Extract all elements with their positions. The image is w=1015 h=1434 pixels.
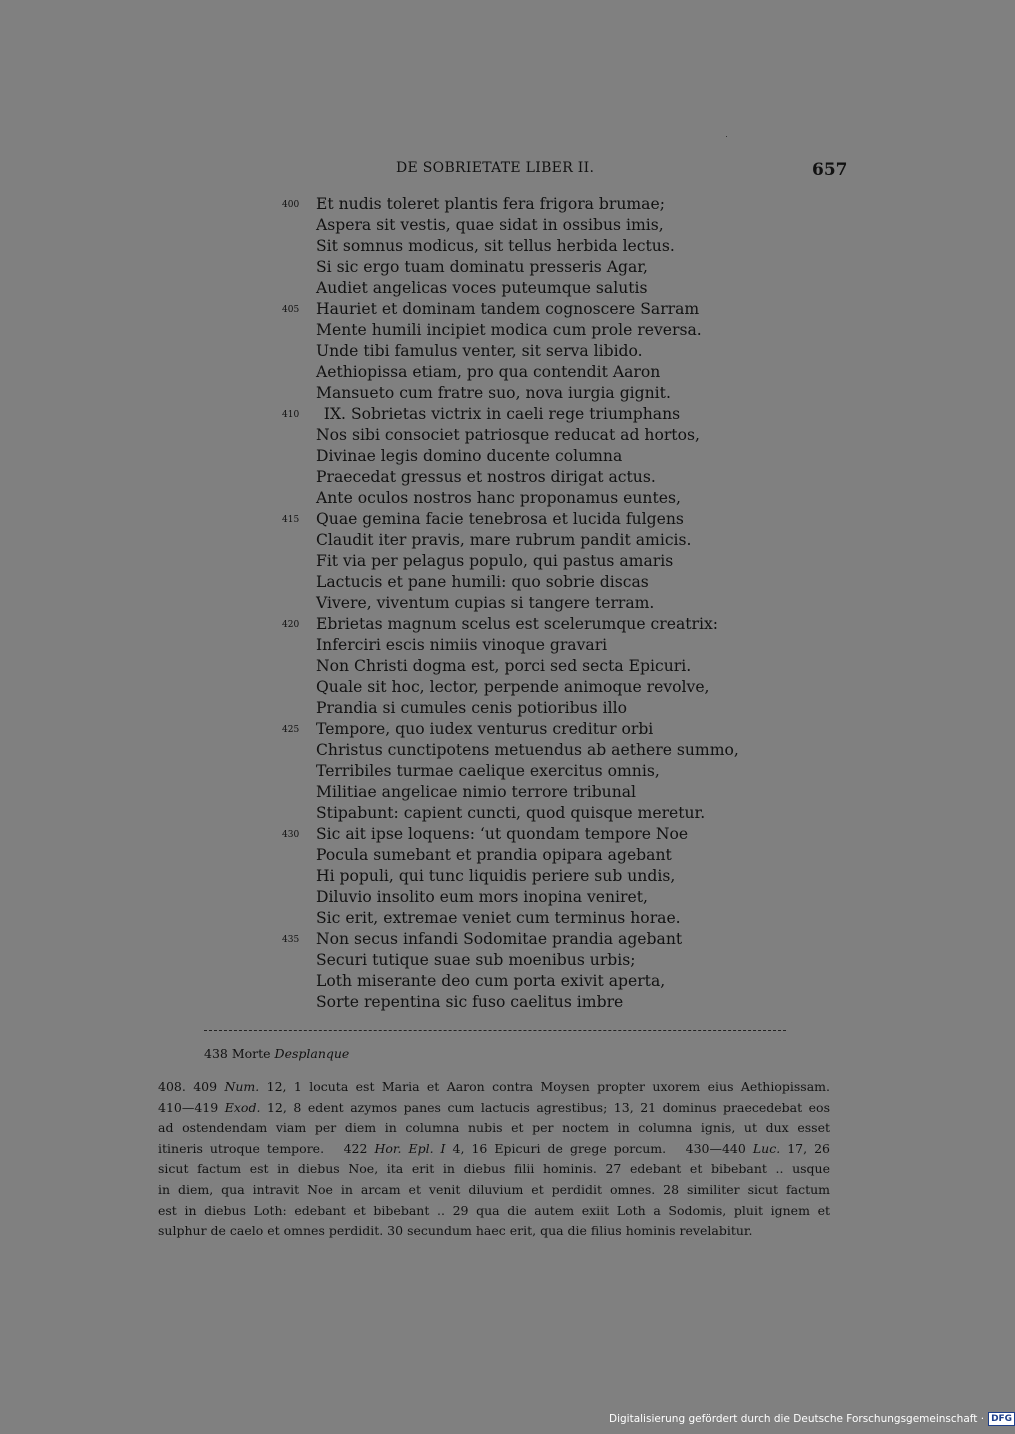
line-number: 430 (282, 830, 300, 840)
verse-text: Hi populi, qui tunc liquidis periere sub undis, (316, 867, 676, 885)
footnote-separator (204, 1030, 786, 1031)
note-text: sulphur de caelo et omnes perdidit. 30 secundum haec erit, qua die filius hominis revelabitur. (158, 1223, 753, 1239)
verse-text: Mente humili incipiet modica cum prole reversa. (316, 321, 702, 339)
verse-text: Prandia si cumules cenis potioribus illo (316, 699, 627, 717)
verse-line (0, 320, 1000, 341)
verse-text: Vivere, viventum cupias si tangere terram. (316, 594, 655, 612)
note-line (158, 1201, 830, 1222)
verse-line (0, 572, 1000, 593)
verse-line (0, 677, 1000, 698)
line-number: 435 (282, 935, 300, 945)
verse-line (0, 593, 1000, 614)
note-text: 408. 409 (158, 1079, 225, 1094)
note-text: 410—419 (158, 1099, 225, 1115)
verse-text: Aspera sit vestis, quae sidat in ossibus imis, (316, 216, 664, 234)
note-text: sicut factum est in diebus Noe, ita erit in diebus filii hominis. 27 edebant et bibebant .. usque (158, 1161, 830, 1177)
verse-text: Nos sibi consociet patriosque reducat ad hortos, (316, 426, 700, 444)
verse-text: Unde tibi famulus venter, sit serva libido. (316, 342, 643, 360)
dfg-logo: DFG (988, 1412, 1015, 1426)
verse-line (0, 950, 1000, 971)
verse-text: Non Christi dogma est, porci sed secta Epicuri. (316, 657, 692, 675)
verse-line (0, 551, 1000, 572)
verse-line (0, 635, 1000, 656)
verse-text: Sic erit, extremae veniet cum terminus horae. (316, 909, 681, 927)
line-number: 425 (282, 725, 300, 735)
verse-line (0, 803, 1000, 824)
verse-text: Mansueto cum fratre suo, nova iurgia gignit. (316, 384, 671, 402)
verse-line (0, 299, 1000, 320)
running-title: DE SOBRIETATE LIBER II. (396, 160, 595, 176)
verse-text: Ebrietas magnum scelus est scelerumque creatrix: (316, 615, 719, 633)
verse-text: Stipabunt: capient cuncti, quod quisque meretur. (316, 804, 706, 822)
verse-text: Quae gemina facie tenebrosa et lucida fulgens (316, 510, 684, 528)
note-line (158, 1159, 830, 1180)
source-notes (158, 1077, 830, 1242)
verse-text: Pocula sumebant et prandia opipara agebant (316, 846, 672, 864)
note-line (158, 1098, 830, 1119)
note-text: in diem, qua intravit Noe in arcam et venit diluvium et perdidit omnes. 28 similiter sicut factum (158, 1181, 830, 1197)
apparatus-witness: Desplanque (274, 1046, 350, 1061)
verse-line (0, 362, 1000, 383)
line-number: 420 (282, 620, 300, 630)
line-number: 400 (282, 200, 300, 210)
note-reference: Exod. (224, 1099, 261, 1115)
apparatus-line-ref: 438 Morte (204, 1046, 271, 1061)
note-reference: Luc. (752, 1140, 781, 1156)
note-line (158, 1180, 830, 1201)
verse-text: Sic ait ipse loquens: ‘ut quondam tempore Noe (316, 825, 689, 843)
scan-speck (726, 136, 727, 137)
note-text: est in diebus Loth: edebant et bibebant .. 29 qua die autem exiit Loth a Sodomis, pluit ignem et (158, 1202, 830, 1218)
verse-text: Securi tutique suae sub moenibus urbis; (316, 951, 636, 969)
verse-text: Hauriet et dominam tandem cognoscere Sarram (316, 300, 700, 318)
verse-line (0, 908, 1000, 929)
verse-text: Militiae angelicae nimio terrore tribunal (316, 783, 637, 801)
verse-line (0, 446, 1000, 467)
verse-text: Praecedat gressus et nostros dirigat actus. (316, 468, 656, 486)
verse-line (0, 929, 1000, 950)
verse-line (0, 971, 1000, 992)
note-reference: Hor. Epl. I (374, 1140, 446, 1156)
line-number: 415 (282, 515, 300, 525)
verse-text: Inferciri escis nimiis vinoque gravari (316, 636, 608, 654)
note-line (158, 1139, 830, 1160)
note-line (158, 1118, 830, 1139)
verse-text: Audiet angelicas voces puteumque salutis (316, 279, 648, 297)
verse-text: IX. Sobrietas victrix in caeli rege triumphans (316, 405, 681, 423)
verse-text: Loth miserante deo cum porta exivit aperta, (316, 972, 666, 990)
verse-line (0, 467, 1000, 488)
verse-line (0, 257, 1000, 278)
verse-line (0, 761, 1000, 782)
note-text: 17, 26 (780, 1140, 830, 1156)
verse-text: Aethiopissa etiam, pro qua contendit Aaron (316, 363, 661, 381)
verse-line (0, 530, 1000, 551)
verse-line (0, 866, 1000, 887)
line-number: 410 (282, 410, 300, 420)
verse-line (0, 887, 1000, 908)
note-reference: Num. (224, 1079, 260, 1094)
verse-line (0, 992, 1000, 1013)
verse-line (0, 698, 1000, 719)
verse-text: Et nudis toleret plantis fera frigora brumae; (316, 195, 665, 213)
verse-line (0, 404, 1000, 425)
verse-line (0, 824, 1000, 845)
verse-line (0, 236, 1000, 257)
verse-line (0, 740, 1000, 761)
verse-line (0, 383, 1000, 404)
verse-line (0, 341, 1000, 362)
verse-line (0, 194, 1000, 215)
note-line (158, 1221, 830, 1242)
verse-line (0, 425, 1000, 446)
verse-line (0, 782, 1000, 803)
page-number: 657 (812, 160, 848, 180)
verse-text: Fit via per pelagus populo, qui pastus amaris (316, 552, 674, 570)
verse-line (0, 845, 1000, 866)
verse-line (0, 719, 1000, 740)
note-text: 12, 8 edent azymos panes cum lactucis agrestibus; 13, 21 dominus praecedebat eos (260, 1099, 831, 1115)
verse-text: Sit somnus modicus, sit tellus herbida lectus. (316, 237, 675, 255)
critical-apparatus (204, 1046, 349, 1062)
verse-text: Quale sit hoc, lector, perpende animoque revolve, (316, 678, 710, 696)
verse-line (0, 656, 1000, 677)
verse-text: Claudit iter pravis, mare rubrum pandit amicis. (316, 531, 692, 549)
note-text: itineris utroque tempore. 422 (158, 1140, 375, 1156)
credit-text: Digitalisierung gefördert durch die Deutsche Forschungsgemeinschaft · (609, 1413, 985, 1425)
note-text: 4, 16 Epicuri de grege porcum. 430—440 (445, 1140, 753, 1156)
verse-text: Tempore, quo iudex venturus creditur orbi (316, 720, 654, 738)
line-number: 405 (282, 305, 300, 315)
verse-text: Terribiles turmae caelique exercitus omnis, (316, 762, 660, 780)
verse-text: Non secus infandi Sodomitae prandia agebant (316, 930, 683, 948)
verse-line (0, 278, 1000, 299)
verse-line (0, 488, 1000, 509)
note-text: ad ostendendam viam per diem in columna nubis et per noctem in columna ignis, ut dux esset (158, 1120, 830, 1136)
digitization-credit (609, 1412, 1015, 1426)
verse-text: Ante oculos nostros hanc proponamus euntes, (316, 489, 681, 507)
verse-block (0, 194, 1000, 1013)
note-text: 12, 1 locuta est Maria et Aaron contra Moysen propter uxorem eius Aethiopissam. (259, 1079, 830, 1094)
verse-line (0, 614, 1000, 635)
note-line (158, 1077, 830, 1098)
verse-text: Sorte repentina sic fuso caelitus imbre (316, 993, 624, 1011)
verse-line (0, 215, 1000, 236)
verse-line (0, 509, 1000, 530)
verse-text: Diluvio insolito eum mors inopina veniret, (316, 888, 648, 906)
verse-text: Christus cunctipotens metuendus ab aethere summo, (316, 741, 739, 759)
verse-text: Divinae legis domino ducente columna (316, 447, 623, 465)
verse-text: Lactucis et pane humili: quo sobrie discas (316, 573, 649, 591)
verse-text: Si sic ergo tuam dominatu presseris Agar, (316, 258, 648, 276)
